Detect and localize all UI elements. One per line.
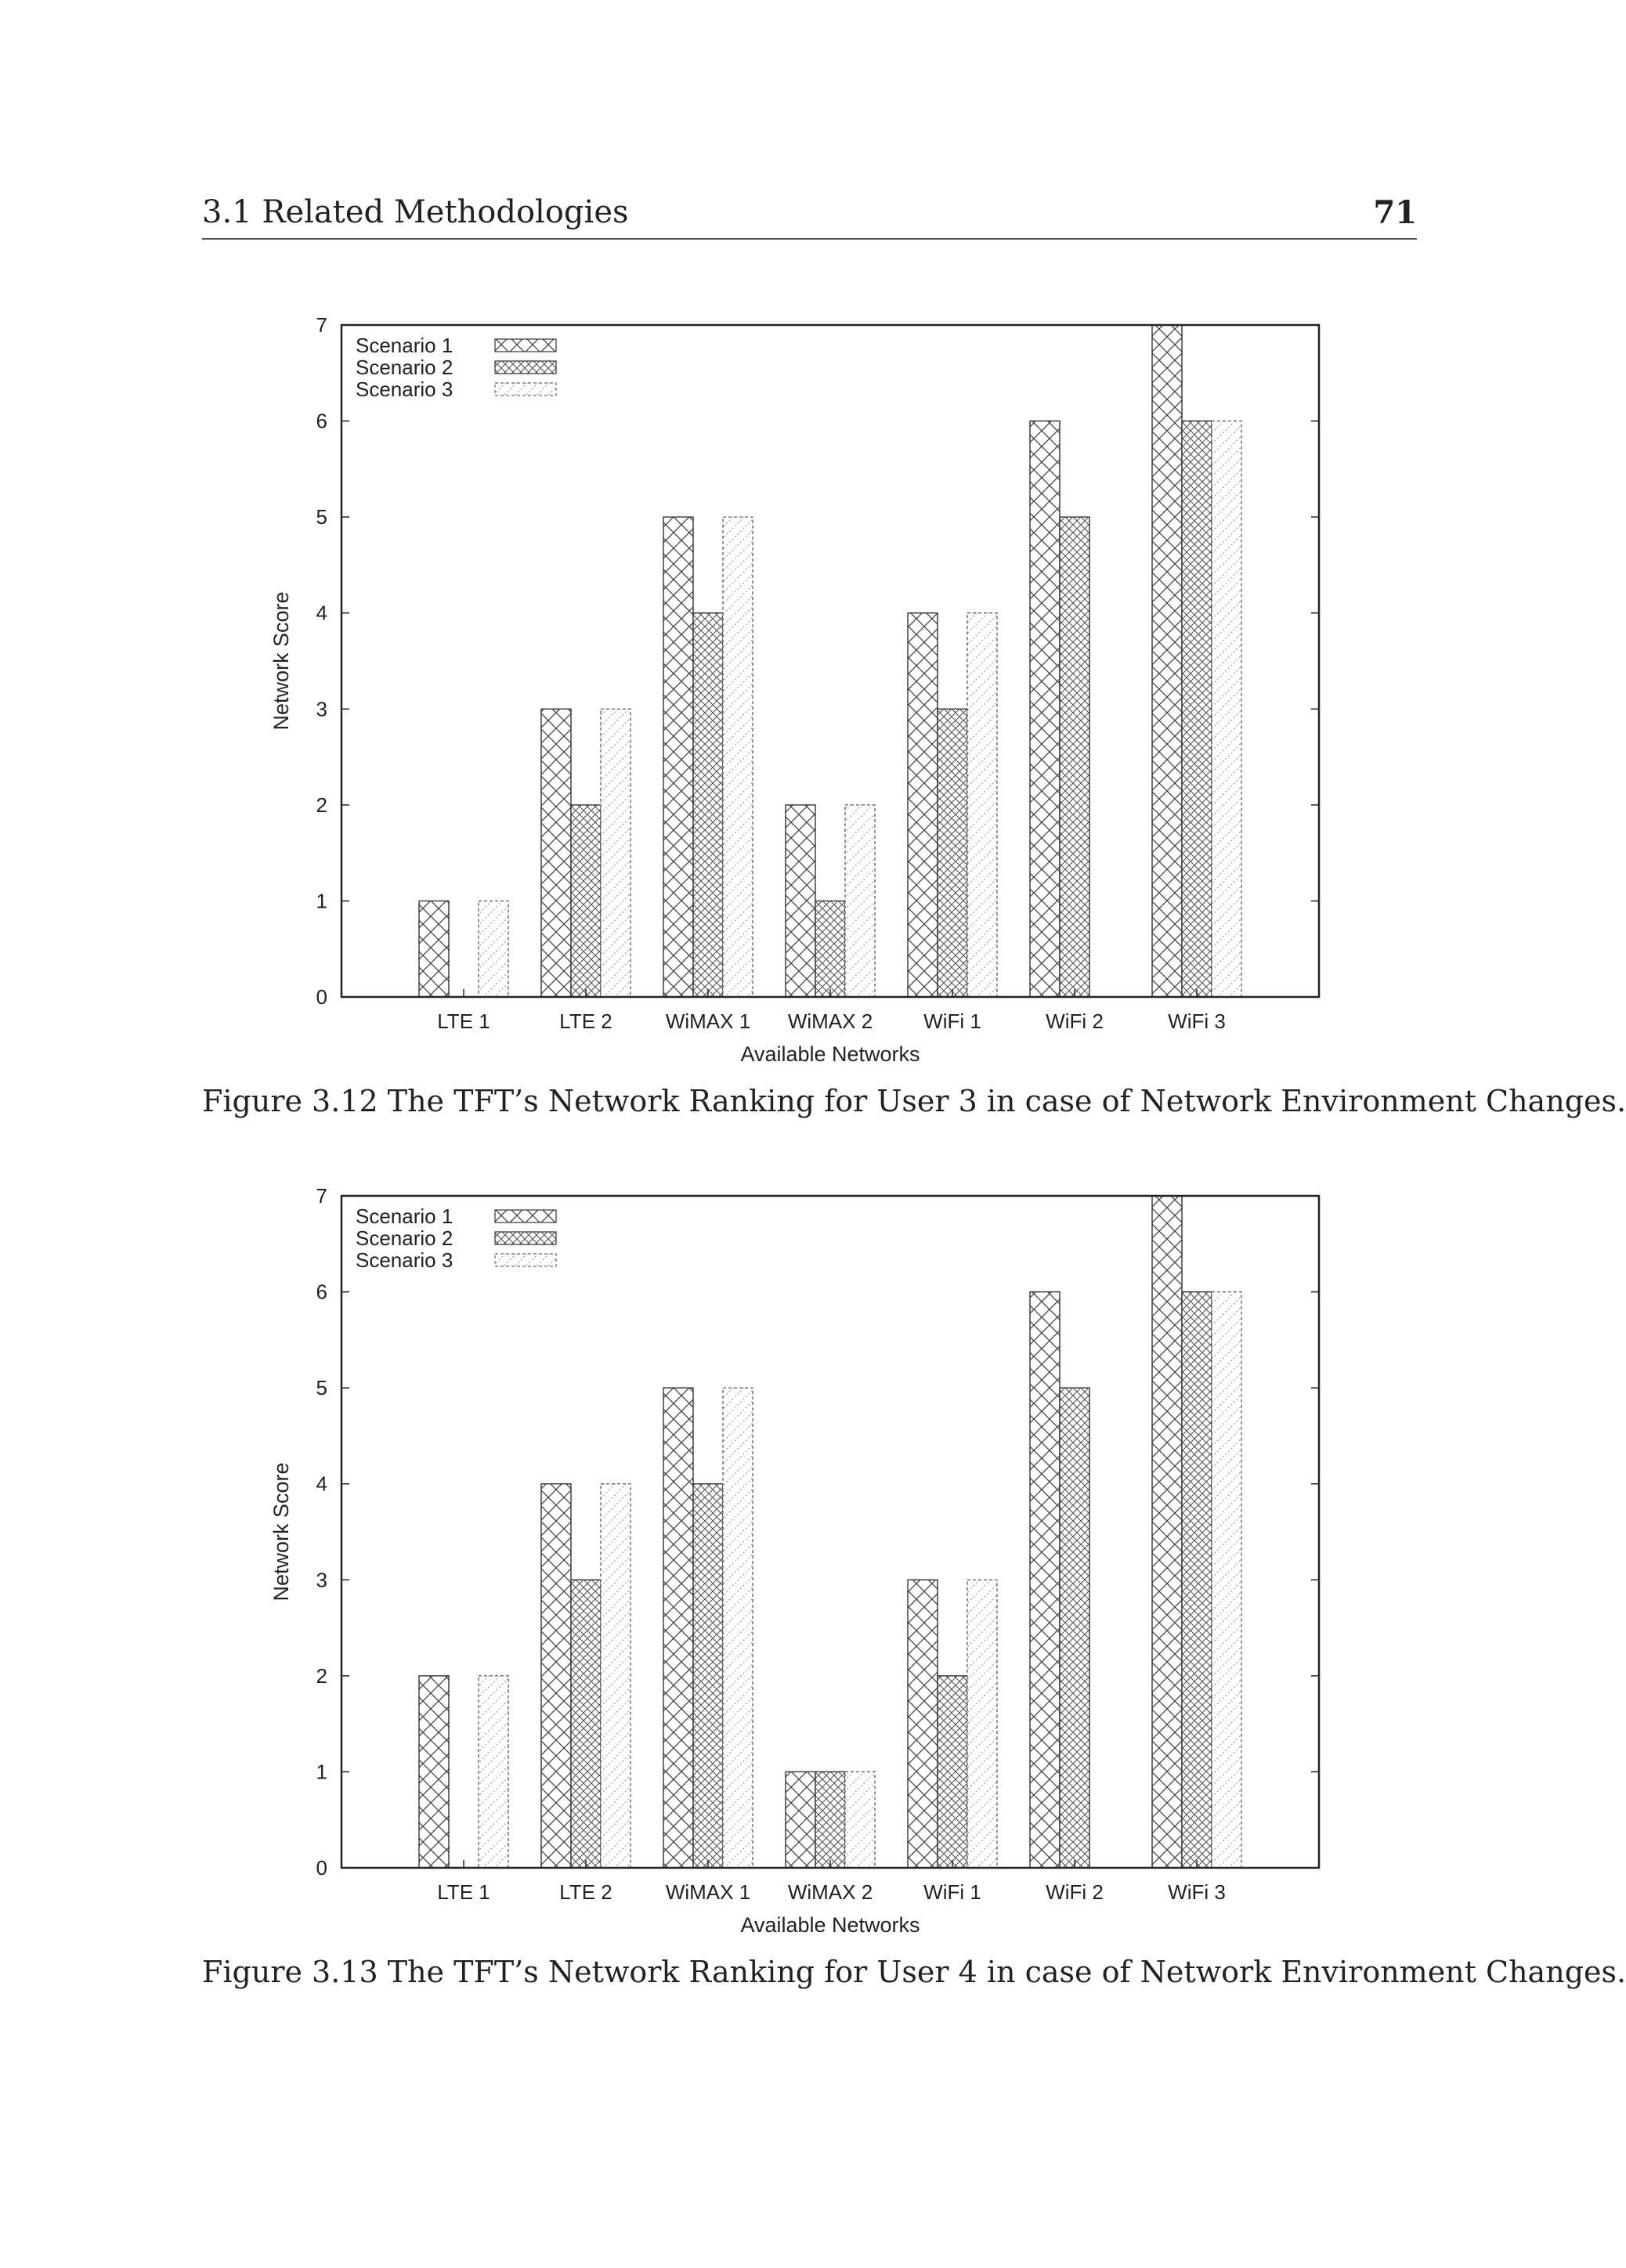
y-tick-label: 5	[316, 505, 327, 529]
bar-wimax-1-series-3	[723, 1388, 753, 1868]
y-tick-label: 6	[316, 409, 327, 433]
y-tick-label: 2	[316, 793, 327, 817]
y-tick-label: 1	[316, 1760, 327, 1784]
bar-lte-2-series-1	[541, 1484, 571, 1868]
bar-wimax-2-series-2	[815, 1771, 845, 1868]
legend-swatch-series-2	[495, 1232, 556, 1244]
bar-lte-2-series-3	[601, 1484, 631, 1868]
bar-wifi-2-series-1	[1030, 1292, 1060, 1868]
y-tick-label: 5	[316, 1376, 327, 1400]
y-axis-label: Network Score	[269, 591, 293, 731]
section-title: 3.1 Related Methodologies	[202, 194, 629, 230]
legend-swatch-series-3	[495, 383, 556, 395]
x-tick-label: LTE 1	[437, 1009, 490, 1033]
bar-lte-2-series-2	[571, 1580, 601, 1868]
x-tick-label: WiFi 2	[1046, 1880, 1104, 1904]
legend-label-series-2: Scenario 2	[356, 1226, 453, 1250]
y-tick-label: 7	[316, 313, 327, 337]
y-tick-label: 0	[316, 1856, 327, 1880]
x-tick-label: WiFi 2	[1046, 1009, 1104, 1033]
bar-wimax-1-series-2	[693, 1484, 723, 1868]
y-tick-label: 0	[316, 985, 327, 1009]
legend-label-series-1: Scenario 1	[356, 1204, 453, 1228]
figure-caption-3-12: Figure 3.12 The TFT’s Network Ranking for User 3 in case of Network Environment Changes.	[202, 1084, 1626, 1118]
bar-wifi-3-series-2	[1182, 1292, 1212, 1868]
bar-wimax-2-series-1	[786, 1771, 815, 1868]
x-tick-label: WiMAX 2	[787, 1880, 873, 1904]
x-tick-label: LTE 1	[437, 1880, 490, 1904]
y-tick-label: 1	[316, 889, 327, 913]
bar-lte-1-series-3	[479, 1676, 508, 1868]
x-tick-label: LTE 2	[559, 1880, 612, 1904]
legend-swatch-series-2	[495, 361, 556, 374]
bar-wifi-3-series-1	[1152, 1196, 1182, 1868]
bar-wifi-2-series-2	[1060, 1388, 1089, 1868]
network-ranking-chart-user-4	[0, 871, 1626, 1937]
bar-lte-1-series-1	[419, 1676, 449, 1868]
bar-wifi-1-series-1	[908, 1580, 938, 1868]
figure-caption-3-13: Figure 3.13 The TFT’s Network Ranking for User 4 in case of Network Environment Changes.	[202, 1955, 1626, 1989]
legend-swatch-series-1	[495, 339, 556, 352]
bar-wifi-1-series-3	[967, 1580, 997, 1868]
page-number: 71	[1373, 194, 1417, 231]
network-ranking-chart-user-3	[0, 0, 1604, 1066]
x-tick-label: WiFi 3	[1168, 1880, 1226, 1904]
bar-wimax-2-series-3	[845, 1771, 875, 1868]
x-tick-label: WiMAX 2	[787, 1009, 873, 1033]
bar-wifi-3-series-3	[1212, 1292, 1241, 1868]
bar-wimax-1-series-1	[663, 1388, 693, 1868]
x-axis-label: Available Networks	[740, 1913, 920, 1937]
legend-label-series-3: Scenario 3	[356, 1248, 453, 1272]
legend-label-series-2: Scenario 2	[356, 356, 453, 379]
legend-swatch-series-1	[495, 1210, 556, 1222]
x-tick-label: WiFi 1	[923, 1880, 981, 1904]
y-axis-label: Network Score	[269, 1462, 293, 1602]
y-tick-label: 6	[316, 1280, 327, 1304]
x-tick-label: LTE 2	[559, 1009, 612, 1033]
y-tick-label: 3	[316, 697, 327, 721]
y-tick-label: 3	[316, 1568, 327, 1592]
x-axis-label: Available Networks	[740, 1042, 920, 1066]
bar-wifi-1-series-2	[938, 1676, 967, 1868]
x-tick-label: WiMAX 1	[665, 1009, 751, 1033]
x-tick-label: WiFi 3	[1168, 1009, 1226, 1033]
y-tick-label: 4	[316, 601, 327, 625]
legend-label-series-3: Scenario 3	[356, 377, 453, 401]
y-tick-label: 2	[316, 1663, 327, 1688]
x-tick-label: WiMAX 1	[665, 1880, 751, 1904]
y-tick-label: 4	[316, 1472, 327, 1496]
legend-label-series-1: Scenario 1	[356, 334, 453, 357]
x-tick-label: WiFi 1	[923, 1009, 981, 1033]
y-tick-label: 7	[316, 1184, 327, 1208]
legend-swatch-series-3	[495, 1254, 556, 1266]
